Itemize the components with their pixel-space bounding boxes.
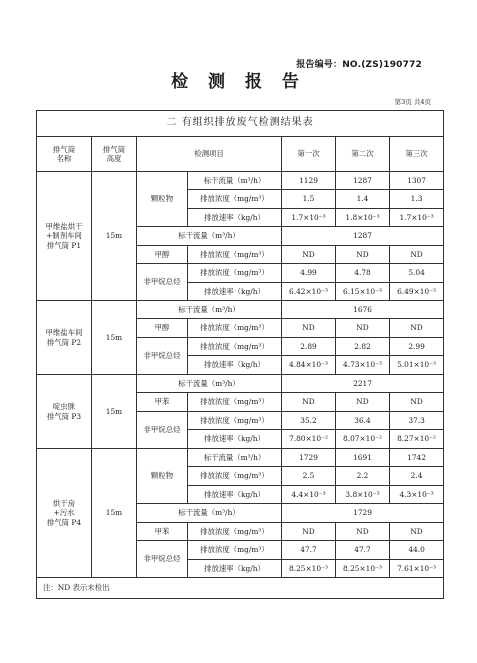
header-stack-height bbox=[92, 137, 137, 172]
note: 注：ND 表示未检出 bbox=[37, 578, 444, 599]
pollutant: 颗粒物 bbox=[137, 172, 188, 227]
test-item: 标干流量（m³/h） bbox=[188, 172, 282, 190]
value-second: 2.2 bbox=[336, 467, 390, 486]
value-third: 37.3 bbox=[390, 412, 444, 430]
value-first: 1729 bbox=[282, 449, 336, 467]
value-first: 47.7 bbox=[282, 541, 336, 560]
test-item: 排放浓度（mg/m³） bbox=[188, 190, 282, 209]
value-second: ND bbox=[336, 393, 390, 412]
stack-name-line: 啶虫脒 bbox=[52, 402, 76, 412]
value-third: 1.7×10⁻³ bbox=[390, 209, 444, 227]
report-number: 报告编号：NO.(ZS)190772 bbox=[296, 60, 422, 70]
note-row bbox=[37, 578, 444, 599]
stack-height: 15m bbox=[92, 375, 137, 449]
test-item: 标干流量（m³/h） bbox=[137, 301, 282, 319]
stack-name-line: 排气筒 P4 bbox=[46, 517, 82, 527]
value-third: 5.04 bbox=[390, 264, 444, 283]
merged-value: 1676 bbox=[282, 301, 444, 319]
value-third: 7.61×10⁻³ bbox=[390, 560, 444, 578]
value-third: ND bbox=[390, 319, 444, 338]
page-number: 第3页 共4页 bbox=[394, 98, 431, 106]
value-third: 4.3×10⁻³ bbox=[390, 486, 444, 504]
stack-name bbox=[37, 449, 92, 578]
test-item: 排放速率（kg/h） bbox=[188, 356, 282, 375]
value-second: 4.73×10⁻³ bbox=[336, 356, 390, 375]
merged-value: 2217 bbox=[282, 375, 444, 393]
value-first: 7.80×10⁻² bbox=[282, 430, 336, 449]
pollutant: 非甲烷总烃 bbox=[137, 412, 188, 449]
pollutant: 甲醇 bbox=[137, 319, 188, 338]
header-first: 第一次 bbox=[282, 137, 336, 172]
test-item: 排放浓度（mg/m³） bbox=[188, 541, 282, 560]
value-third: 2.4 bbox=[390, 467, 444, 486]
stack-name bbox=[37, 172, 92, 301]
value-third: 44.0 bbox=[390, 541, 444, 560]
header-stack-name bbox=[37, 137, 92, 172]
stack-name-line: 排气筒 P1 bbox=[46, 240, 82, 250]
value-first: 1.7×10⁻³ bbox=[282, 209, 336, 227]
pollutant: 非甲烷总烃 bbox=[137, 338, 188, 375]
pollutant: 甲苯 bbox=[137, 523, 188, 541]
value-first: 2.5 bbox=[282, 467, 336, 486]
value-third: ND bbox=[390, 246, 444, 264]
document-title: 检 测 报 告 bbox=[171, 72, 306, 92]
results-table bbox=[36, 110, 444, 599]
test-item: 排放浓度（mg/m³） bbox=[188, 467, 282, 486]
table-row bbox=[37, 449, 444, 467]
value-second: 36.4 bbox=[336, 412, 390, 430]
value-first: ND bbox=[282, 319, 336, 338]
pollutant: 甲苯 bbox=[137, 393, 188, 412]
stack-height: 15m bbox=[92, 301, 137, 375]
table-row bbox=[37, 172, 444, 190]
test-item: 排放浓度（mg/m³） bbox=[188, 523, 282, 541]
stack-name bbox=[37, 301, 92, 375]
value-second: ND bbox=[336, 246, 390, 264]
test-item: 排放速率（kg/h） bbox=[188, 430, 282, 449]
header-second: 第二次 bbox=[336, 137, 390, 172]
test-item: 排放速率（kg/h） bbox=[188, 209, 282, 227]
header-stack-height-line2: 高度 bbox=[106, 154, 122, 163]
stack-name bbox=[37, 375, 92, 449]
value-second: 6.15×10⁻³ bbox=[336, 283, 390, 301]
value-second: 8.25×10⁻³ bbox=[336, 560, 390, 578]
stack-name-line: 甲维盐车间 bbox=[45, 328, 83, 338]
stack-height: 15m bbox=[92, 172, 137, 301]
value-first: 1129 bbox=[282, 172, 336, 190]
value-second: 3.8×10⁻³ bbox=[336, 486, 390, 504]
test-item: 排放浓度（mg/m³） bbox=[188, 393, 282, 412]
value-second: 4.78 bbox=[336, 264, 390, 283]
stack-name-line: 烘干房 bbox=[52, 499, 76, 509]
test-item: 排放浓度（mg/m³） bbox=[188, 246, 282, 264]
pollutant: 非甲烷总烃 bbox=[137, 264, 188, 301]
value-first: 6.42×10⁻³ bbox=[282, 283, 336, 301]
value-third: ND bbox=[390, 393, 444, 412]
test-item: 排放浓度（mg/m³） bbox=[188, 264, 282, 283]
test-item: 排放浓度（mg/m³） bbox=[188, 412, 282, 430]
value-first: ND bbox=[282, 246, 336, 264]
value-third: 8.27×10⁻² bbox=[390, 430, 444, 449]
table-row bbox=[37, 301, 444, 319]
value-third: ND bbox=[390, 523, 444, 541]
value-third: 1.3 bbox=[390, 190, 444, 209]
header-row bbox=[37, 137, 444, 172]
value-first: ND bbox=[282, 393, 336, 412]
pollutant: 颗粒物 bbox=[137, 449, 188, 504]
header-stack-name-line2: 名称 bbox=[56, 154, 72, 163]
value-third: 2.99 bbox=[390, 338, 444, 356]
value-first: ND bbox=[282, 523, 336, 541]
test-item: 标干流量（m³/h） bbox=[137, 375, 282, 393]
value-first: 1.5 bbox=[282, 190, 336, 209]
stack-name-line: +制剂车间 bbox=[46, 231, 82, 241]
test-item: 排放浓度（mg/m³） bbox=[188, 338, 282, 356]
stack-name-line: 排气筒 P3 bbox=[46, 411, 82, 421]
value-second: 1.8×10⁻³ bbox=[336, 209, 390, 227]
value-first: 2.89 bbox=[282, 338, 336, 356]
pollutant: 非甲烷总烃 bbox=[137, 541, 188, 578]
stack-name-line: 排气筒 P2 bbox=[46, 337, 82, 347]
value-second: 1287 bbox=[336, 172, 390, 190]
value-third: 6.49×10⁻³ bbox=[390, 283, 444, 301]
value-first: 4.84×10⁻³ bbox=[282, 356, 336, 375]
test-item: 标干流量（m³/h） bbox=[137, 504, 282, 523]
value-second: 1.4 bbox=[336, 190, 390, 209]
test-item: 排放速率（kg/h） bbox=[188, 283, 282, 301]
value-third: 1307 bbox=[390, 172, 444, 190]
table-title: 二 有组织排放废气检测结果表 bbox=[37, 111, 444, 137]
table-row bbox=[37, 375, 444, 393]
header-third: 第三次 bbox=[390, 137, 444, 172]
test-item: 排放速率（kg/h） bbox=[188, 486, 282, 504]
value-first: 4.4×10⁻³ bbox=[282, 486, 336, 504]
results-table-wrapper bbox=[36, 110, 444, 599]
value-second: 1691 bbox=[336, 449, 390, 467]
value-first: 35.2 bbox=[282, 412, 336, 430]
value-first: 8.25×10⁻³ bbox=[282, 560, 336, 578]
value-first: 4.99 bbox=[282, 264, 336, 283]
value-third: 1742 bbox=[390, 449, 444, 467]
value-second: ND bbox=[336, 523, 390, 541]
value-second: 8.07×10⁻² bbox=[336, 430, 390, 449]
test-item: 排放浓度（mg/m³） bbox=[188, 319, 282, 338]
test-item: 排放速率（kg/h） bbox=[188, 560, 282, 578]
merged-value: 1729 bbox=[282, 504, 444, 523]
value-second: 2.82 bbox=[336, 338, 390, 356]
test-item: 标干流量（m³/h） bbox=[188, 449, 282, 467]
stack-name-line: 甲维盐烘干 bbox=[45, 222, 83, 232]
value-second: 47.7 bbox=[336, 541, 390, 560]
value-third: 5.01×10⁻³ bbox=[390, 356, 444, 375]
pollutant: 甲醇 bbox=[137, 246, 188, 264]
stack-name-line: +污水 bbox=[53, 508, 75, 518]
value-second: ND bbox=[336, 319, 390, 338]
test-item: 标干流量（m³/h） bbox=[137, 227, 282, 246]
header-test-item: 检测项目 bbox=[137, 137, 282, 172]
stack-height: 15m bbox=[92, 449, 137, 578]
header-stack-name-line1: 排气筒 bbox=[52, 144, 76, 154]
merged-value: 1287 bbox=[282, 227, 444, 246]
header-stack-height-line1: 排气筒 bbox=[102, 144, 126, 154]
